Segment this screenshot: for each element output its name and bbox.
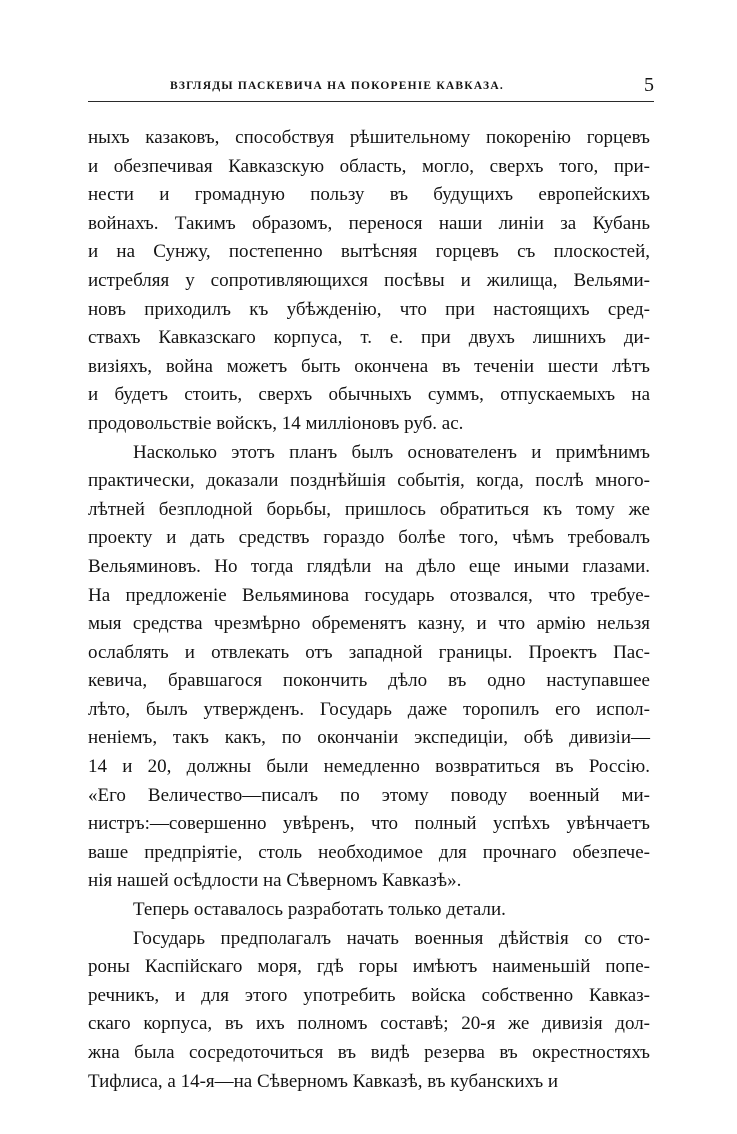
- text-line: и обезпечивая Кавказскую область, могло, сверхъ того, при-: [88, 155, 650, 177]
- text-line: нія нашей осѣдлости на Сѣверномъ Кавказѣ».: [88, 870, 462, 892]
- text-line: жна была сосредоточиться въ видѣ резерва въ окрестностяхъ: [88, 1042, 650, 1063]
- text-line: неніемъ, такъ какъ, по окончаніи экспедиціи, обѣ дивизіи—: [88, 727, 650, 749]
- text-line: нести и громадную пользу въ будущихъ европейскихъ: [88, 184, 650, 206]
- header-rule: [88, 101, 654, 102]
- text-line: практически, доказали позднѣйшія событія, когда, послѣ много-: [88, 470, 650, 492]
- text-line: новъ приходилъ къ убѣжденію, что при настоящихъ сред-: [88, 298, 650, 320]
- text-line: ослаблять и отвлекать отъ западной границы. Проектъ Пас-: [88, 641, 650, 663]
- text-line: нистръ:—совершенно увѣренъ, что полный успѣхъ увѣнчаетъ: [88, 813, 650, 835]
- text-line: ваше предпріятіе, столь необходимое для прочнаго обезпече-: [88, 841, 650, 863]
- text-line: визіяхъ, война можетъ быть окончена въ теченіи шести лѣтъ: [88, 355, 650, 377]
- body-text: [88, 124, 650, 1096]
- text-line: Насколько этотъ планъ былъ основателенъ и примѣнимъ: [133, 441, 650, 463]
- text-line: и на Сунжу, постепенно вытѣсняя горцевъ съ плоскостей,: [88, 241, 650, 263]
- text-line: войнахъ. Такимъ образомъ, перенося наши линіи за Кубань: [88, 212, 650, 234]
- running-head: ВЗГЛЯДЫ ПАСКЕВИЧА НА ПОКОРЕНІЕ КАВКАЗА.: [170, 80, 504, 92]
- text-line: 14 и 20, должны были немедленно возвратиться въ Россію.: [88, 756, 650, 778]
- text-line: речникъ, и для этого употребить войска собственно Кавказ-: [88, 984, 650, 1006]
- text-line: истребляя у сопротивляющихся посѣвы и жилища, Вельями-: [88, 269, 650, 291]
- text-line: и будетъ стоить, сверхъ обычныхъ суммъ, отпускаемыхъ на: [88, 384, 650, 406]
- text-line: кевича, бравшагося покончить дѣло въ одно наступавшее: [88, 670, 650, 692]
- text-line: Государь предполагалъ начать военныя дѣйствія со сто-: [133, 927, 650, 949]
- text-line: роны Каспійскаго моря, гдѣ горы имѣютъ наименьшій попе-: [88, 956, 650, 978]
- text-line: Теперь оставалось разработать только детали.: [133, 899, 506, 921]
- text-line: ныхъ казаковъ, способствуя рѣшительному покоренію горцевъ: [88, 127, 650, 148]
- text-line: мыя средства чрезмѣрно обременятъ казну, и что армію нельзя: [88, 613, 650, 635]
- text-line: «Его Величество—писалъ по этому поводу военный ми-: [88, 784, 650, 806]
- text-line: лѣто, былъ утвержденъ. Государь даже торопилъ его испол-: [88, 698, 650, 720]
- text-line: ствахъ Кавказскаго корпуса, т. е. при двухъ лишнихъ ди-: [88, 327, 650, 349]
- text-line: скаго корпуса, въ ихъ полномъ составѣ; 20-я же дивизія дол-: [88, 1013, 650, 1035]
- text-line: Вельяминовъ. Но тогда глядѣли на дѣло еще иными глазами.: [88, 555, 650, 577]
- text-line: проекту и дать средствъ гораздо болѣе того, чѣмъ требовалъ: [88, 527, 650, 549]
- text-line: лѣтней безплодной борьбы, пришлось обратиться къ тому же: [88, 498, 650, 520]
- text-line: Тифлиса, а 14-я—на Сѣверномъ Кавказѣ, въ кубанскихъ и: [88, 1070, 559, 1092]
- page-number: 5: [644, 74, 654, 96]
- text-line: продовольствіе войскъ, 14 милліоновъ руб. ас.: [88, 412, 464, 434]
- page-header: [88, 74, 654, 104]
- text-line: На предложеніе Вельяминова государь отозвался, что требуе-: [88, 584, 650, 606]
